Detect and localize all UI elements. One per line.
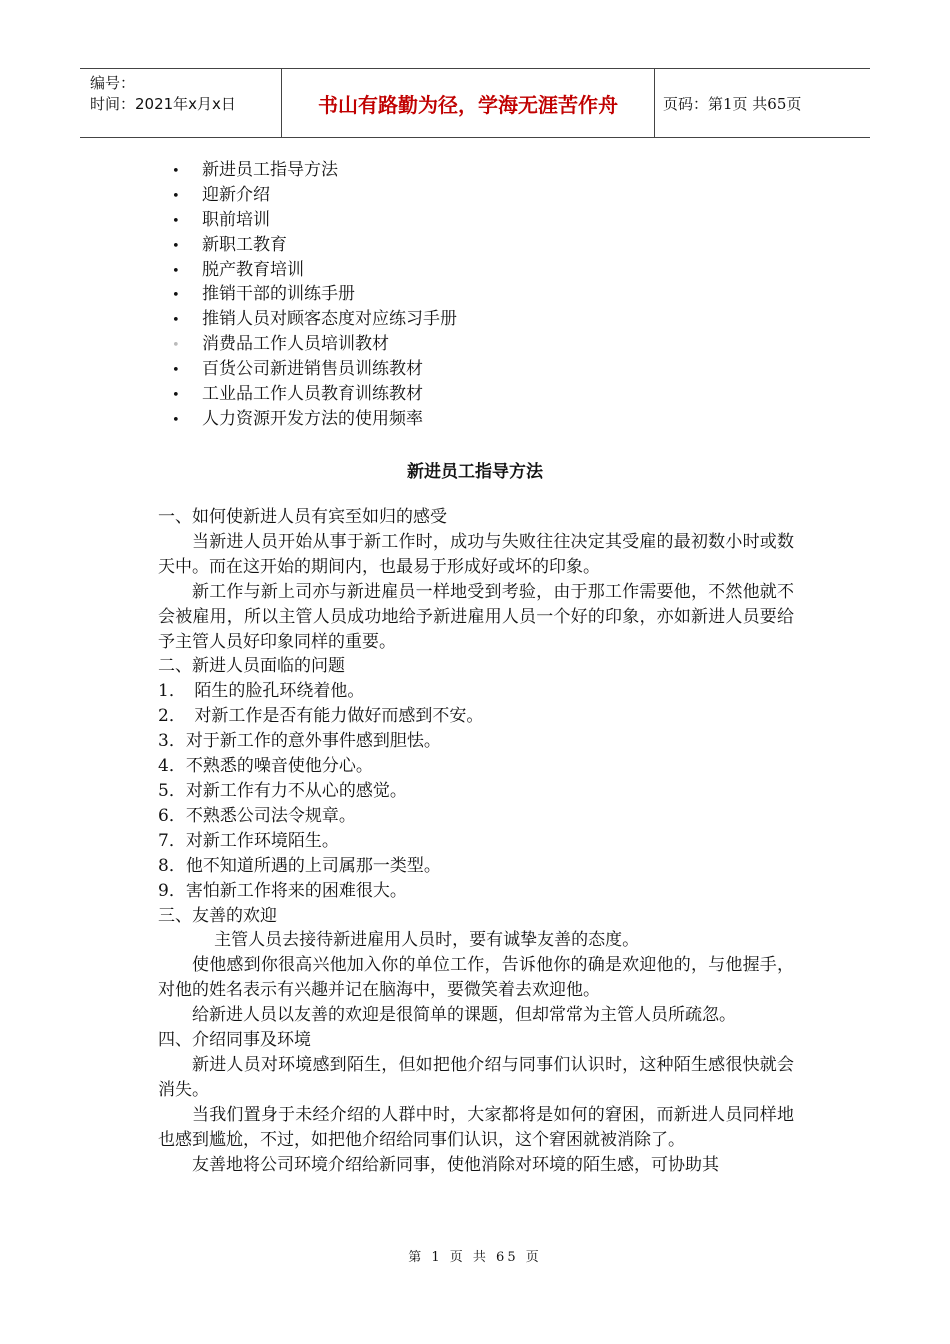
list-item: 6．不熟悉公司法令规章。	[158, 805, 356, 826]
toc-item[interactable]: • 新进员工指导方法	[172, 158, 457, 183]
list-item: 2． 对新工作是否有能力做好而感到不安。	[158, 706, 484, 727]
paragraph: 友善地将公司环境介绍给新同事，使他消除对环境的陌生感，可协助其	[192, 1154, 719, 1175]
bullet-icon: •	[172, 338, 180, 354]
heading-3: 三、友善的欢迎	[158, 905, 277, 926]
heading-4: 四、介绍同事及环境	[158, 1030, 311, 1051]
header-time-label: 时间：2021年x月x日	[90, 95, 236, 113]
bullet-icon: •	[172, 238, 180, 254]
bullet-icon: •	[172, 388, 180, 404]
list-item: 5．对新工作有力不从心的感觉。	[158, 780, 407, 801]
heading-1: 一、如何使新进人员有宾至如归的感受	[158, 507, 447, 527]
header-page-info: 页码：第1页 共65页	[663, 94, 802, 113]
paragraph: 给新进人员以友善的欢迎是很简单的课题，但却常常为主管人员所疏忽。	[192, 1005, 736, 1026]
list-item: 9．害怕新工作将来的困难很大。	[158, 880, 407, 901]
paragraph: 当我们置身于未经介绍的人群中时，大家都将是如何的窘困，而新进人员同样地也感到尴尬，不过，如把他介绍给同事们认识，这个窘困就被消除了。	[158, 1104, 794, 1150]
toc-item[interactable]: • 推销干部的训练手册	[172, 282, 457, 307]
heading-2: 二、新进人员面临的问题	[158, 656, 345, 677]
bullet-icon: •	[172, 363, 180, 379]
page-footer: 第 1 页 共 65 页	[408, 1250, 542, 1265]
toc-item[interactable]: • 推销人员对顾客态度对应练习手册	[172, 307, 457, 332]
document-body	[158, 505, 794, 1177]
bullet-icon: •	[172, 164, 180, 179]
list-item: 7．对新工作环境陌生。	[158, 830, 339, 851]
toc-item[interactable]: • 人力资源开发方法的使用频率	[172, 407, 457, 432]
paragraph: 当新进人员开始从事于新工作时，成功与失败往往决定其受雇的最初数小时或数天中。而在这开始的期间内，也最易于形成好或坏的印象。	[158, 531, 794, 577]
list-item: 8．他不知道所遇的上司属那一类型。	[158, 855, 441, 876]
bullet-icon: •	[172, 313, 180, 329]
toc-list	[172, 158, 457, 432]
bullet-icon: •	[172, 288, 180, 304]
toc-item[interactable]: • 职前培训	[172, 208, 457, 233]
toc-item[interactable]: • 消费品工作人员培训教材	[172, 332, 457, 357]
toc-item[interactable]: • 新职工教育	[172, 233, 457, 258]
bullet-icon: •	[172, 412, 180, 428]
toc-item[interactable]: • 百货公司新进销售员训练教材	[172, 357, 457, 382]
toc-item[interactable]: • 脱产教育培训	[172, 258, 457, 283]
bullet-icon: •	[172, 213, 180, 229]
bullet-icon: •	[172, 263, 180, 279]
toc-item[interactable]: • 工业品工作人员教育训练教材	[172, 382, 457, 407]
paragraph: 使他感到你很高兴他加入你的单位工作，告诉他你的确是欢迎他的，与他握手，对他的姓名表示有兴趣并记在脑海中，要微笑着去欢迎他。	[158, 955, 794, 1001]
list-item: 1． 陌生的脸孔环绕着他。	[158, 681, 365, 702]
toc-item[interactable]: • 迎新介绍	[172, 183, 457, 208]
header-motto: 书山有路勤为径，学海无涯苦作舟	[282, 69, 655, 137]
page-header	[80, 68, 870, 138]
paragraph: 新工作与新上司亦与新进雇员一样地受到考验，由于那工作需要他，不然他就不会被雇用，所以主管人员成功地给予新进雇用人员一个好的印象，亦如新进人员要给予主管人员好印象同样的重要。	[158, 581, 794, 652]
paragraph: 新进人员对环境感到陌生，但如把他介绍与同事们认识时，这种陌生感很快就会消失。	[158, 1054, 794, 1100]
paragraph: 主管人员去接待新进雇用人员时，要有诚挚友善的态度。	[214, 930, 640, 951]
section-title: 新进员工指导方法	[407, 462, 543, 482]
list-item: 4．不熟悉的噪音使他分心。	[158, 756, 373, 777]
list-item: 3．对于新工作的意外事件感到胆怯。	[158, 731, 441, 752]
header-meta-cell	[80, 69, 282, 137]
bullet-icon: •	[172, 188, 180, 204]
header-number-label: 编号：	[90, 74, 136, 92]
